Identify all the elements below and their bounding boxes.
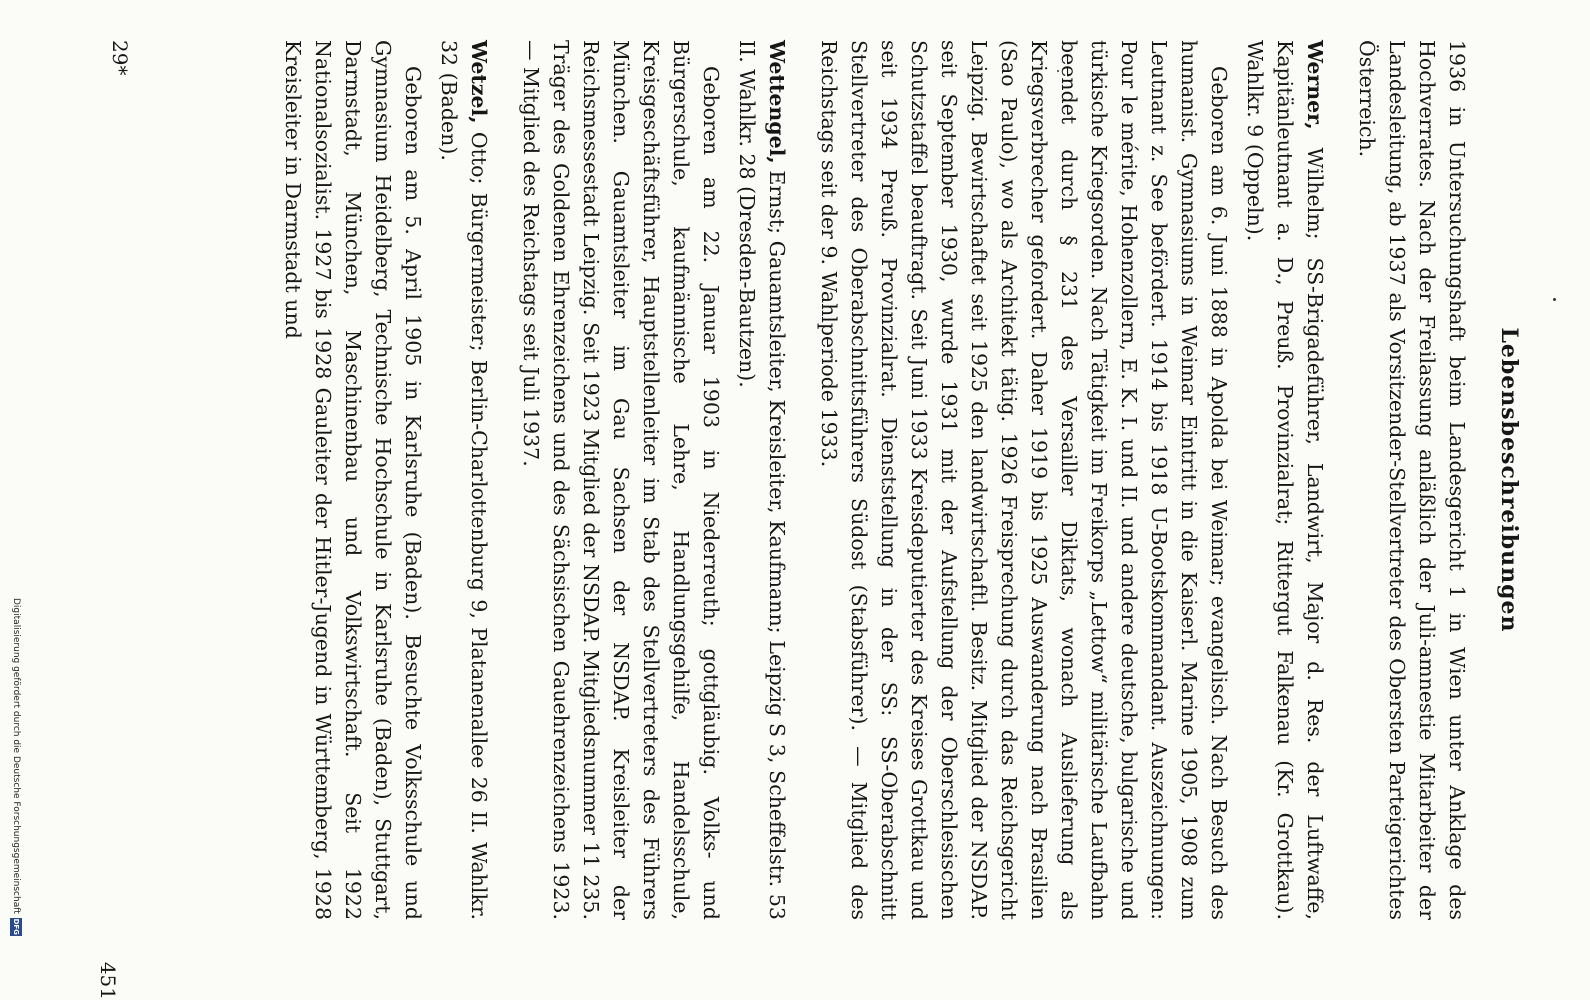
page-number: 451 — [96, 961, 120, 1000]
entry-name: Werner, — [1303, 40, 1327, 130]
biography-entry — [814, 40, 1330, 920]
body-text — [272, 40, 1472, 920]
entry-heading — [1240, 40, 1330, 920]
entry-biography: Geboren am 5. April 1905 in Karlsruhe (Baden). Besuchte Volksschule und Gymnasium Heidelberg, Technische Hochschule in Karlsruhe (Baden), Stuttgart, Darmstadt, München, Maschinenbau und Volkswirtschaft. Seit 1922 Nationalsozialist. 1927 bis 1928 Gauleiter der Hitler-Jugend in Württemberg, 1928 Kreisleiter in Darmstadt und — [281, 40, 425, 920]
entry-heading — [732, 40, 792, 920]
biography-entry — [516, 40, 792, 920]
entry-head-text: Wilhelm; SS-Brigadeführer, Landwirt, Major d. Res. der Luftwaffe, Kapitänleutnant a. D., Preuß. Provinzialrat; Rittergut Falkenau (Kr. Grottkau). Wahlkr. 9 (Oppeln). — [1243, 40, 1327, 920]
credit-text: Digitalisierung gefördert durch die Deutsche Forschungsgemeinschaft — [11, 598, 21, 914]
entry-biography: Geboren am 6. Juni 1888 in Apolda bei Weimar; evangelisch. Nach Besuch des humanist. Gymnasiums in Weimar Eintritt in die Kaiserl. Marine 1905, 1908 zum Leutnant z. See befördert. 1914 bis 1918 U-Bootskommandant. Auszeichnungen: Pour le mérite, Hohenzollern, E. K. I. und II. und andere deutsche, bulgarische und türkische Kriegsorden. Nach Tätigkeit im Freikorps „Lettow“ militärische Laufbahn beendet durch § 231 des Versailler Diktats, wonach Auslieferung als Kriegsverbrecher gefordert. Daher 1919 bis 1925 Auswanderung nach Brasilien (Sao Paulo), wo als Architekt tätig. 1926 Freisprechung durch das Reichsgericht Leipzig. Bewirtschaftet seit 1925 den landwirtschaftl. Besitz. Mitglied der NSDAP. seit September 1930, wurde 1931 mit der Aufstellung der Oberschlesischen Schutzstaffel beauftragt. Seit Juni 1933 Kreisdeputierter des Kreises Grottkau und seit 1934 Preuß. Provinzialrat. Dienststellung in der SS: SS-Oberabschnitt Stellvertreter des Oberabschnittsführers Südost (Stabsführer). — Mitglied des Reichstags seit der 9. Wahlperiode 1933. — [817, 40, 1231, 920]
page-header — [1490, 40, 1530, 920]
entry-biography: Geboren am 22. Januar 1903 in Niederreuth; gottgläubig. Volks- und Bürgerschule, kaufmännische Lehre, Handlungsgehilfe, Handelsschule, Kreisgeschäftsführer, Hauptstellenleiter im Stab des Stellvertreters des Führers München. Gauamtsleiter im Gau Sachsen der NSDAP. Kreisleiter der Reichsmessestadt Leipzig. Seit 1923 Mitglied der NSDAP. Mitgliedsnummer 11 235. Träger des Goldenen Ehrenzeichens und des Sächsischen Gauehrenzeichens 1923. — Mitglied des Reichstags seit Juli 1937. — [519, 40, 723, 920]
entry-head-text: Ernst; Gauamtsleiter, Kreisleiter, Kaufmann; Leipzig S 3, Scheffelstr. 53 II. Wahlkr. 28 (Dresden-Bautzen). — [735, 40, 789, 920]
signature-mark: 29* — [108, 40, 132, 76]
continuation-paragraph: 1936 in Untersuchungshaft beim Landesgericht 1 in Wien unter Anklage des Hochverrates. Nach der Freilassung anläßlich der Juli-amnestie Mitarbeiter der Landesleitung, ab 1937 als Vorsitzender-Stellvertreter des Obersten Parteigerichtes Österreich. — [1355, 40, 1469, 920]
digitization-credit — [8, 598, 24, 978]
entry-name: Wettengel, — [765, 40, 789, 164]
entry-head-text: Otto; Bürgermeister; Berlin-Charlottenburg 9, Platanenallee 26 II. Wahlkr. 32 (Baden). — [437, 40, 491, 920]
running-head: Lebensbeschreibungen — [1496, 327, 1522, 633]
dfg-logo-icon: DFG — [12, 918, 20, 935]
entry-name: Wetzel, — [467, 40, 491, 124]
entry-heading — [434, 40, 494, 920]
biography-entry — [278, 40, 494, 920]
